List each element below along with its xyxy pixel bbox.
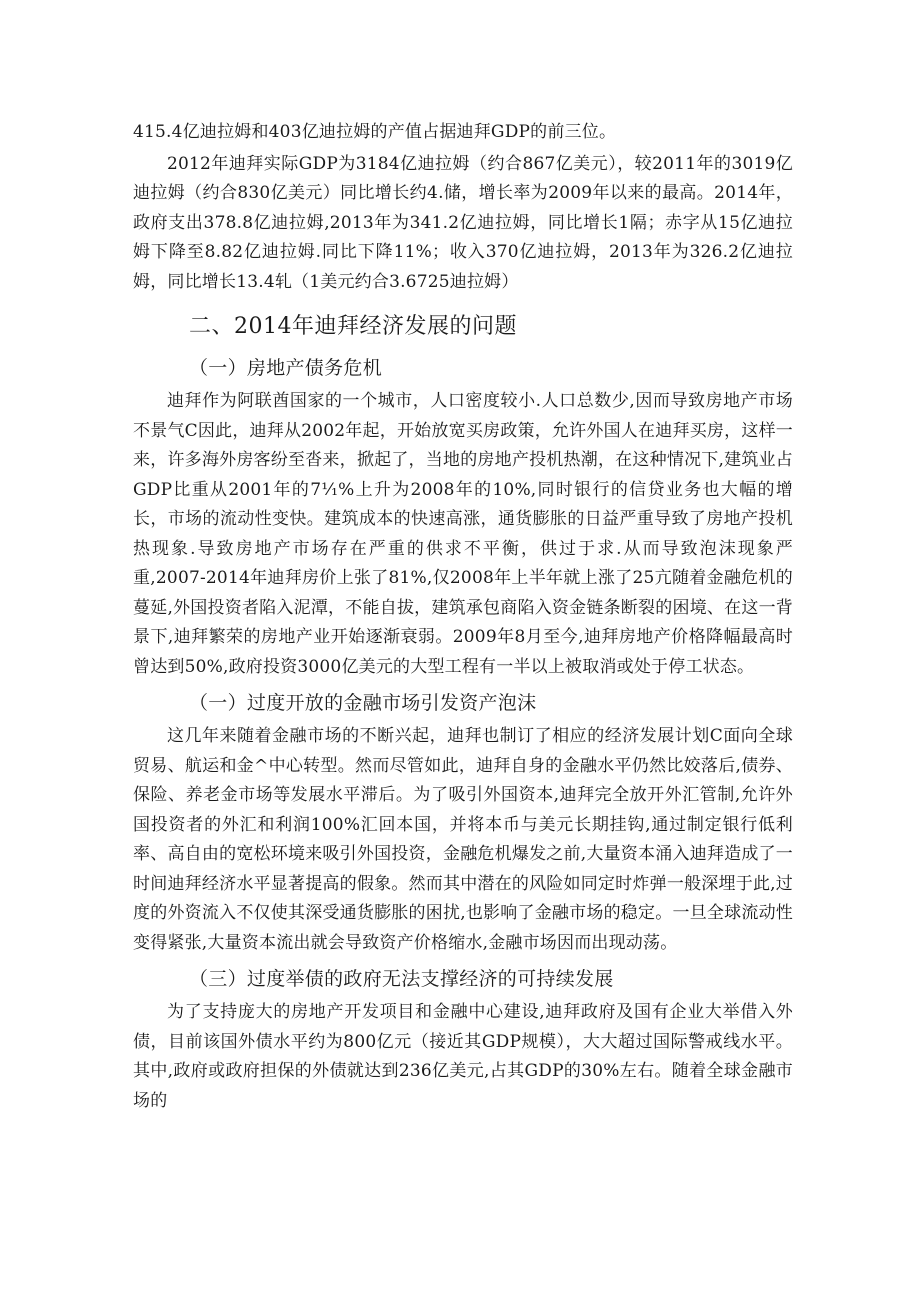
intro-paragraph-gdp: 2012年迪拜实际GDP为3184亿迪拉姆（约合867亿美元），较2011年的3019亿迪拉姆（约合830亿美元）同比增长约4.储，增长率为2009年以来的最高。2014年，政府支出378.8亿迪拉姆,2013年为341.2亿迪拉姆，同比增长1隔；赤字从15亿迪拉姆下降至8.82亿迪拉姆.同比下降11%；收入370亿迪拉姆，2013年为326.2亿迪拉姆，同比增长13.4轧（1美元约合3.6725迪拉姆） [133, 153, 793, 292]
subsection-title-government-debt: （三）过度举债的政府无法支撑经济的可持续发展 [189, 968, 614, 990]
subsection-text-real-estate: 迪拜作为阿联酋国家的一个城市，人口密度较小.人口总数少,因而导致房地产市场不景气C因此，迪拜从2002年起，开始放宽买房政策，允许外国人在迪拜买房，这样一来，许多海外房客纷至沓来，掀起了，当地的房地产投机热潮，在这种情况下,建筑业占GDP比重从2001年的7⅟₁%上升为2008年的10%,同时银行的信贷业务也大幅的增长，市场的流动性变快。建筑成本的快速高涨，通货膨胀的日益严重导致了房地产投机热现象.导致房地产市场存在严重的供求不平衡，供过于求.从而导致泡沫现象严重,2007-2014年迪拜房价上张了81%,仅2008年上半年就上涨了25亢随着金融危机的蔓延,外国投资者陷入泥潭，不能自拔，建筑承包商陷入资金链条断裂的困境、在这一背景下,迪拜繁荣的房地产业开始逐渐衰弱。2009年8月至今,迪拜房地产价格降幅最高时曾达到50%,政府投资3000亿美元的大型工程有一半以上被取消或处于停工状态。 [133, 391, 793, 677]
intro-paragraph-continuation: 415.4亿迪拉姆和403亿迪拉姆的产值占据迪拜GDP的前三位。 [133, 122, 617, 142]
subsection-title-financial-market: （一）过度开放的金融市场引发资产泡沫 [189, 692, 537, 714]
subsection-text-government-debt: 为了支持庞大的房地产开发项目和金融中心建设,迪拜政府及国有企业大举借入外债，目前该国外债水平约为800亿元（接近其GDP规模），大大超过国际警戒线水平。其中,政府或政府担保的外债就达到236亿美元,占其GDP的30%左右。随着全球金融市场的 [133, 1002, 793, 1111]
subsection-title-real-estate: （一）房地产债务危机 [189, 357, 383, 379]
section-title: 二、2014年迪拜经济发展的问题 [189, 314, 517, 339]
subsection-text-financial-market: 这几年来随着金融市场的不断兴起，迪拜也制订了相应的经济发展计划C面向全球贸易、航运和金^中心转型。然而尽管如此，迪拜自身的金融水平仍然比姣落后,债券、保险、养老金市场等发展水平滞后。为了吸引外国资本,迪拜完全放开外汇管制,允许外国投资者的外汇和利润100%汇回本国，并将本币与美元长期挂钩,通过制定银行低利率、高自由的宽松环境来吸引外国投资，金融危机爆发之前,大量资本涌入迪拜造成了一时间迪拜经济水平显著提高的假象。然而其中潜在的风险如同定时炸弹一般深埋于此,过度的外资流入不仅使其深受通货膨胀的困扰,也影响了金融市场的稳定。一旦全球流动性变得紧张,大量资本流出就会导致资产价格缩水,金融市场因而出现动荡。 [133, 726, 793, 953]
document-body [133, 118, 793, 1116]
